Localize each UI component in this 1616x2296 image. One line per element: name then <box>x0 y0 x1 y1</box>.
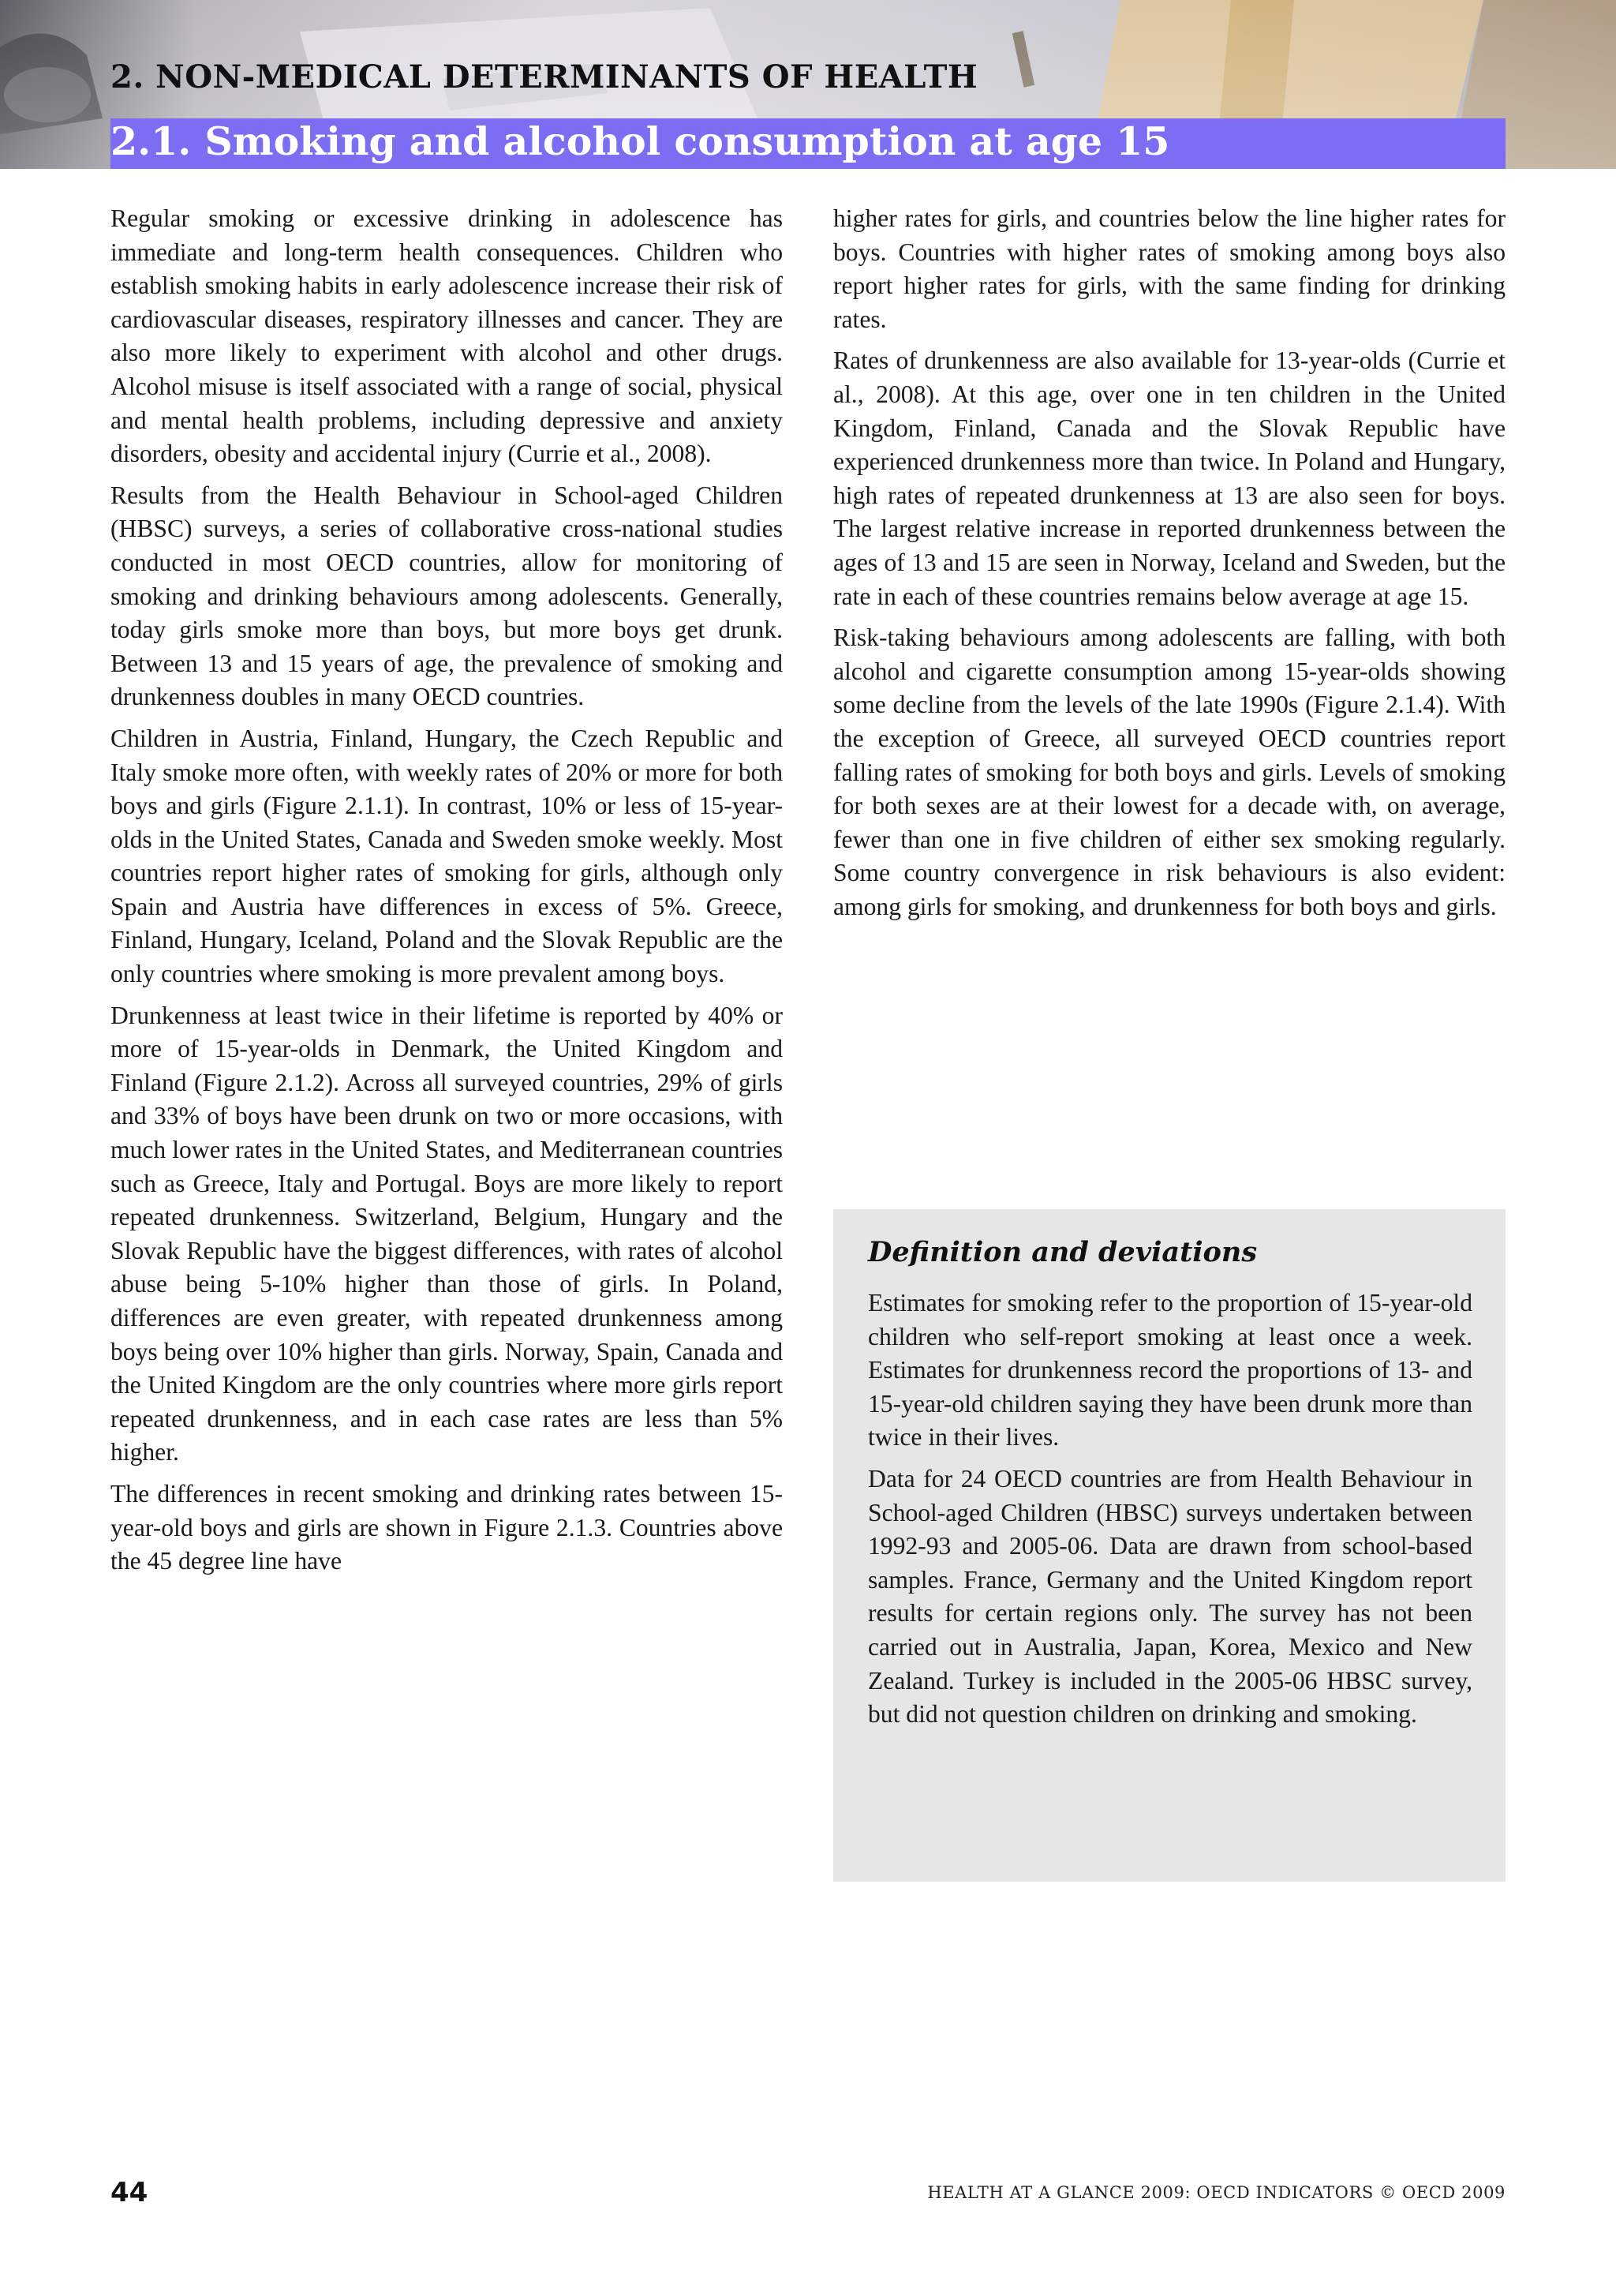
body-paragraph: Children in Austria, Finland, Hungary, the Czech Republic and Italy smoke more often, with weekly rates of 20% or more for both boys and girls (Figure 2.1.1). In contrast, 10% or less of 15-year-olds in the United States, Canada and Sweden smoke weekly. Most countries report higher rates of smoking for girls, although only Spain and Austria have differences in excess of 5%. Greece, Finland, Hungary, Iceland, Poland and the Slovak Republic are the only countries where smoking is more prevalent among boys. <box>110 724 783 988</box>
body-paragraph: Drunkenness at least twice in their lifetime is reported by 40% or more of 15-year-olds in Denmark, the United Kingdom and Finland (Figure 2.1.2). Across all surveyed countries, 29% of girls and 33% of boys have been drunk on two or more occasions, with much lower rates in the United States, and Mediterranean countries such as Greece, Italy and Portugal. Boys are more likely to report repeated drunkenness. Switzerland, Belgium, Hungary and the Slovak Republic have the biggest differences, with rates of alcohol abuse being 5-10% higher than those of girls. In Poland, differences are even greater, with repeated drunkenness among boys being over 10% higher than girls. Norway, Spain, Canada and the United Kingdom are the only countries where more girls report repeated drunkenness, and in each case rates are less than 5% higher. <box>110 1001 783 1466</box>
left-column <box>110 202 783 1586</box>
right-column <box>833 202 1506 931</box>
page-number: 44 <box>110 2177 148 2208</box>
section-title: 2. NON-MEDICAL DETERMINANTS OF HEALTH <box>110 58 978 96</box>
definition-box-title: Definition and deviations <box>868 1236 1258 1268</box>
body-paragraph: The differences in recent smoking and drinking rates between 15-year-old boys and girls are shown in Figure 2.1.3. Countries above the 45 degree line have <box>110 1479 783 1575</box>
body-paragraph: Rates of drunkenness are also available for 13-year-olds (Currie et al., 2008). At this age, over one in ten children in the United Kingdom, Finland, Canada and the Slovak Republic have experienced drunkenness more than twice. In Poland and Hungary, high rates of repeated drunkenness at 13 are also seen for boys. The largest relative increase in reported drunkenness between the ages of 13 and 15 are seen in Norway, Iceland and Sweden, but the rate in each of these countries remains below average at age 15. <box>833 346 1506 610</box>
body-paragraph: Regular smoking or excessive drinking in adolescence has immediate and long-term health consequences. Children who establish smoking habits in early adolescence increase their risk of cardiovascular diseases, respiratory illnesses and cancer. They are also more likely to experiment with alcohol and other drugs. Alcohol misuse is itself associated with a range of social, physical and mental health problems, including depressive and anxiety disorders, obesity and accidental injury (Currie et al., 2008). <box>110 204 783 468</box>
body-paragraph: Risk-taking behaviours among adolescents are falling, with both alcohol and cigarette consumption among 15-year-olds showing some decline from the levels of the late 1990s (Figure 2.1.4). With the exception of Greece, all surveyed OECD countries report falling rates of smoking for both boys and girls. Levels of smoking for both sexes are at their lowest for a decade with, on average, fewer than one in five children of either sex smoking regularly. Some country convergence in risk behaviours is also evident: among girls for smoking, and drunkenness for both boys and girls. <box>833 624 1506 920</box>
subsection-title: 2.1. Smoking and alcohol consumption at age 15 <box>110 118 1170 164</box>
body-paragraph: Results from the Health Behaviour in School-aged Children (HBSC) surveys, a series of collaborative cross-national studies conducted in most OECD countries, allow for monitoring of smoking and drinking behaviours among adolescents. Generally, today girls smoke more than boys, but more boys get drunk. Between 13 and 15 years of age, the prevalence of smoking and drunkenness doubles in many OECD countries. <box>110 481 783 711</box>
definition-paragraph: Estimates for smoking refer to the proportion of 15-year-old children who self-report smoking at least once a week. Estimates for drunkenness record the proportions of 13- and 15-year-old children saying they have been drunk more than twice in their lives. <box>868 1289 1472 1451</box>
definition-paragraph: Data for 24 OECD countries are from Health Behaviour in School-aged Children (HBSC) surveys undertaken between 1992-93 and 2005-06. Data are drawn from school-based samples. France, Germany and the United Kingdom report results for certain regions only. The survey has not been carried out in Australia, Japan, Korea, Mexico and New Zealand. Turkey is included in the 2005-06 HBSC survey, but did not question children on drinking and smoking. <box>868 1464 1472 1729</box>
footer-credit: HEALTH AT A GLANCE 2009: OECD INDICATORS © OECD 2009 <box>927 2183 1506 2202</box>
definition-box <box>833 1209 1506 1882</box>
body-paragraph: higher rates for girls, and countries below the line higher rates for boys. Countries with higher rates of smoking among boys also report higher rates for girls, with the same finding for drinking rates. <box>833 204 1506 333</box>
